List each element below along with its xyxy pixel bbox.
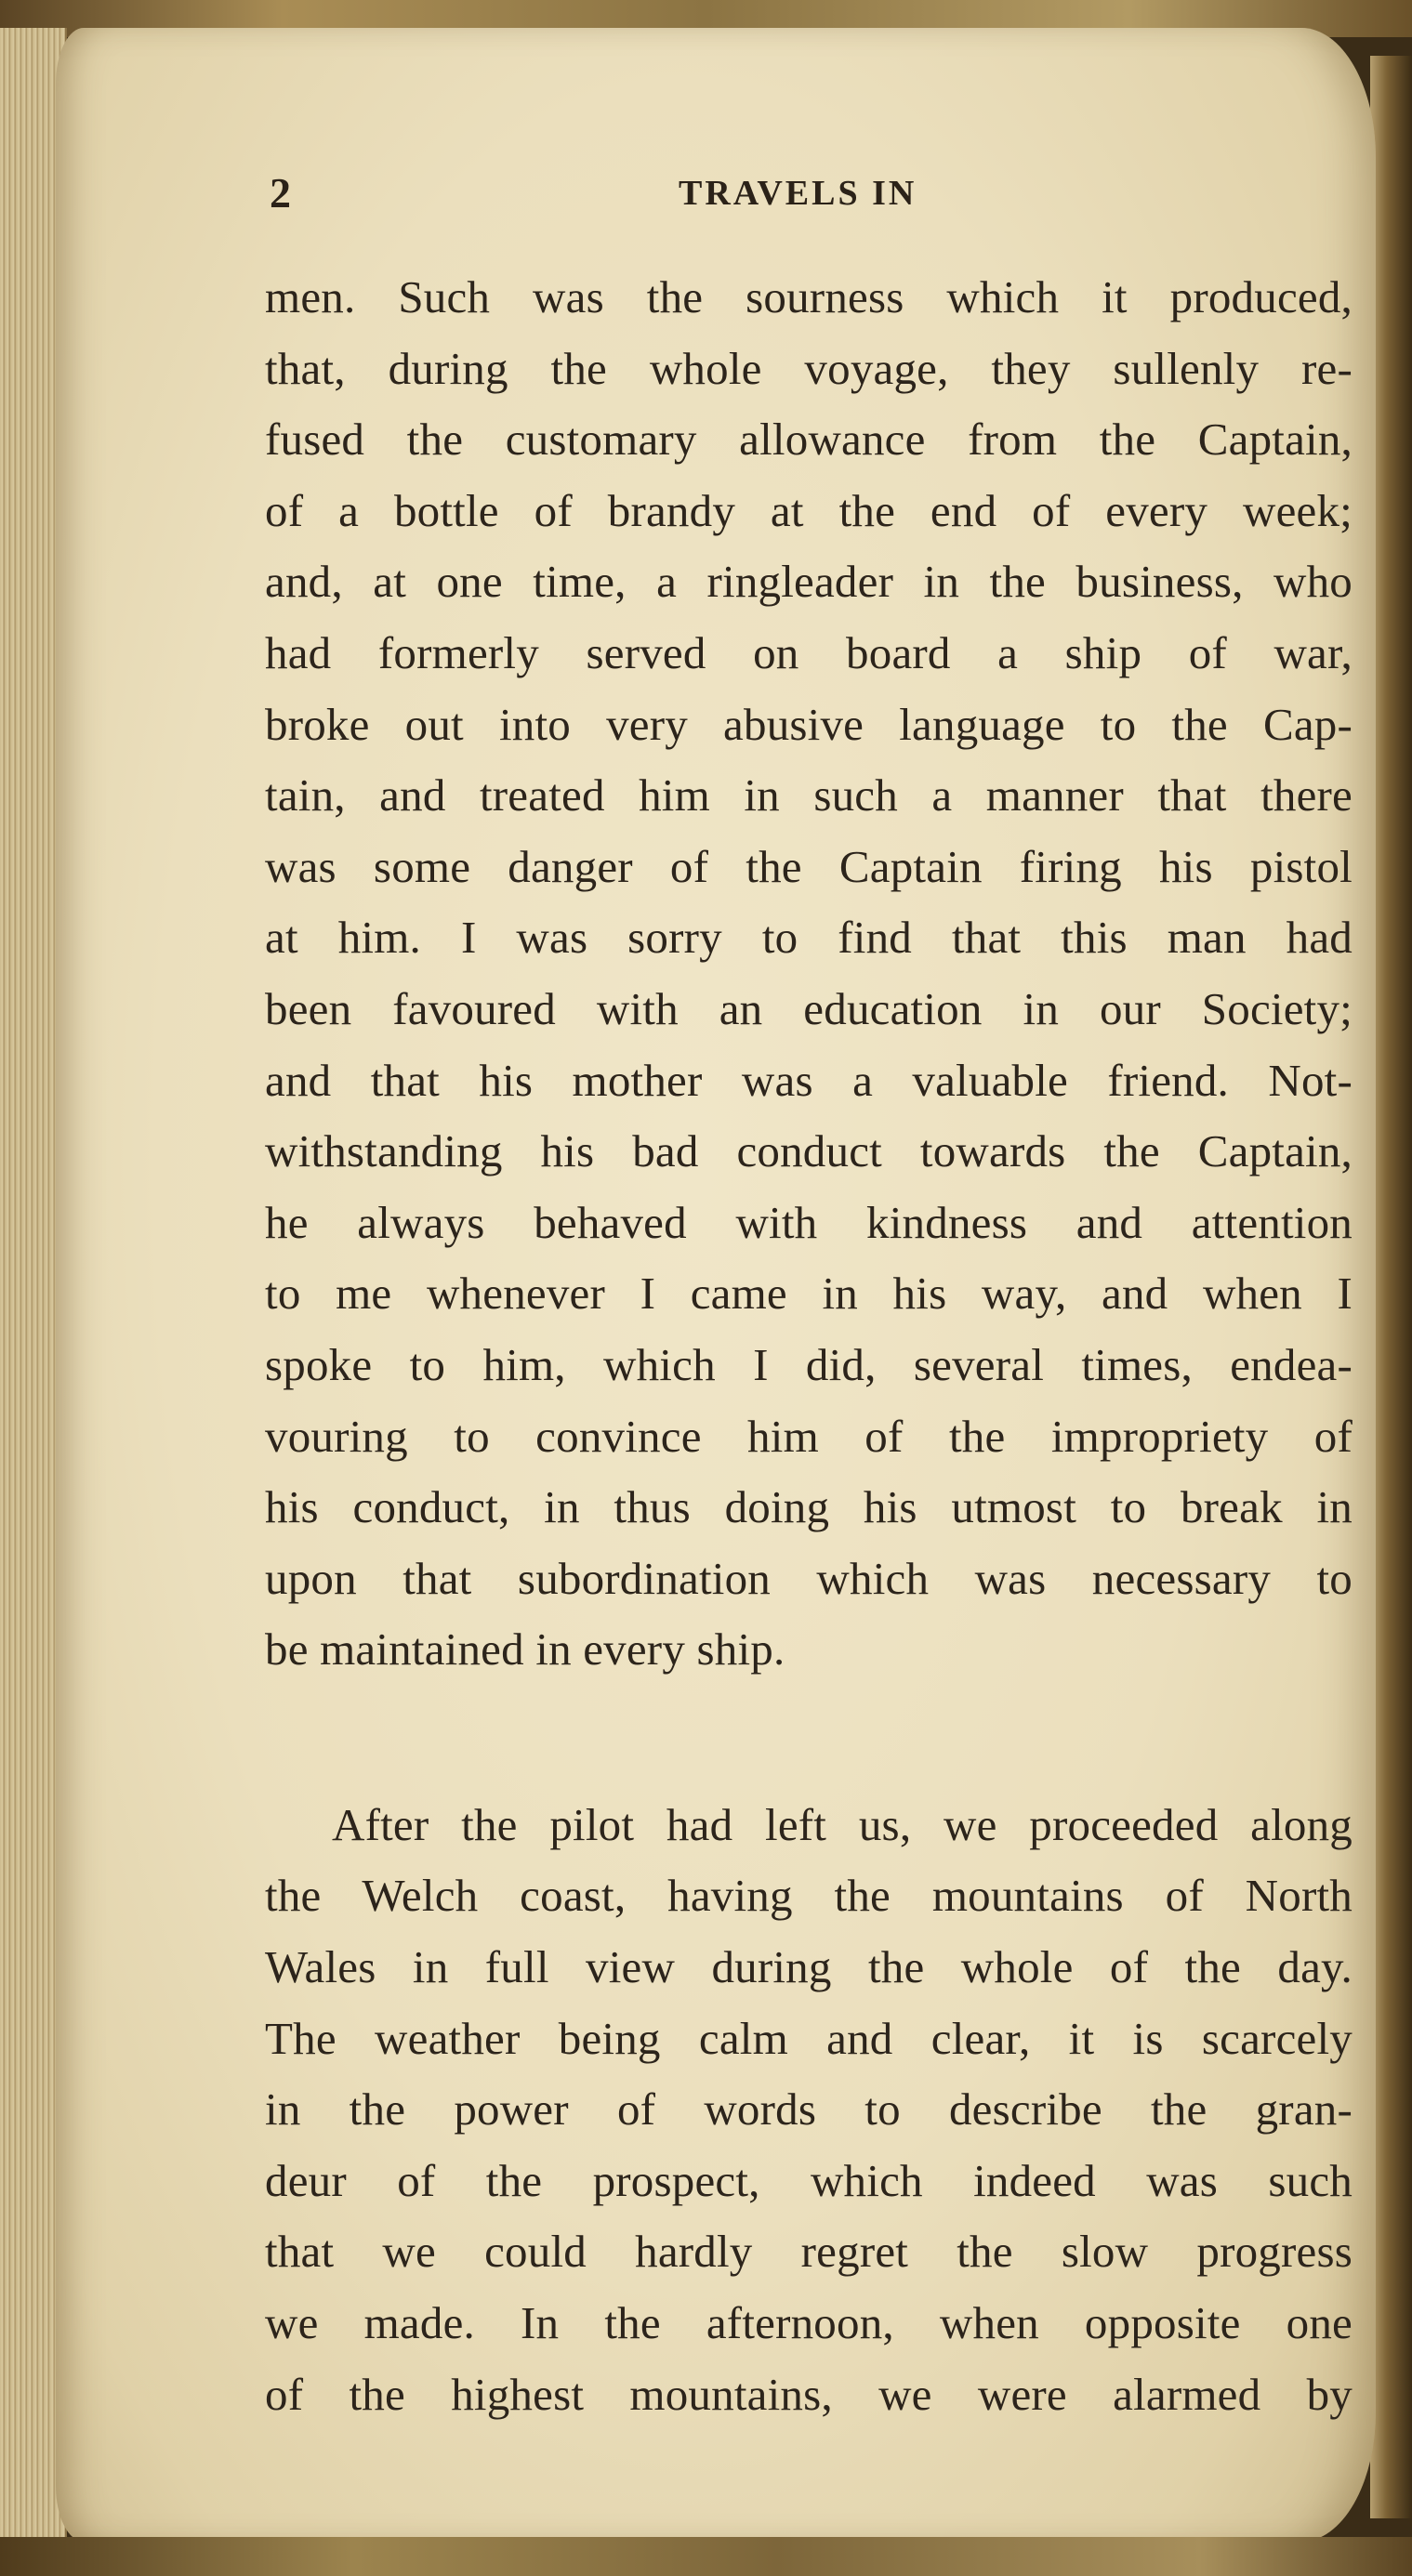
text-line: of a bottle of brandy at the end of every week;	[265, 484, 1353, 536]
text-line: and, at one time, a ringleader in the business, who	[265, 556, 1353, 608]
running-head	[0, 165, 1412, 221]
gilt-edge-bottom	[0, 2537, 1412, 2576]
text-line: the Welch coast, having the mountains of North	[265, 1870, 1353, 1922]
text-line: at him. I was sorry to find that this man had	[265, 912, 1353, 964]
binding-shadow-right	[1370, 56, 1412, 2518]
text-line: that, during the whole voyage, they sullenly re-	[265, 342, 1353, 394]
text-line: spoke to him, which I did, several times, endea-	[265, 1338, 1353, 1390]
text-line: deur of the prospect, which indeed was such	[265, 2154, 1353, 2206]
paragraph-2	[265, 1790, 1353, 2430]
text-line: that we could hardly regret the slow progress	[265, 2226, 1353, 2278]
text-line: withstanding his bad conduct towards the Captain,	[265, 1125, 1353, 1177]
text-line: Wales in full view during the whole of the day.	[265, 1941, 1353, 1993]
text-line: we made. In the afternoon, when opposite one	[265, 2297, 1353, 2349]
text-line: After the pilot had left us, we proceeded along	[332, 1798, 1353, 1850]
page-number: 2	[270, 169, 291, 217]
text-line: fused the customary allowance from the Captain,	[265, 414, 1353, 466]
text-line: had formerly served on board a ship of war,	[265, 626, 1353, 678]
text-line: been favoured with an education in our Society;	[265, 982, 1353, 1034]
text-line: was some danger of the Captain firing his pistol	[265, 840, 1353, 892]
text-line: and that his mother was a valuable friend. Not-	[265, 1054, 1353, 1106]
paragraph-break	[265, 1686, 1353, 1790]
text-line: tain, and treated him in such a manner that there	[265, 769, 1353, 821]
text-line: men. Such was the sourness which it produced,	[265, 271, 1353, 322]
text-line: he always behaved with kindness and attention	[265, 1196, 1353, 1248]
running-title: TRAVELS IN	[679, 174, 917, 213]
text-line: to me whenever I came in his way, and when I	[265, 1268, 1353, 1320]
body-text	[265, 262, 1353, 2430]
text-line: broke out into very abusive language to the Cap-	[265, 698, 1353, 750]
text-line: his conduct, in thus doing his utmost to break in	[265, 1481, 1353, 1533]
text-line: vouring to convince him of the impropriety of	[265, 1410, 1353, 1462]
text-line: be maintained in every ship.	[265, 1623, 785, 1676]
text-line: in the power of words to describe the gran-	[265, 2083, 1353, 2136]
text-line: of the highest mountains, we were alarmed by	[265, 2368, 1353, 2420]
paragraph-1	[265, 262, 1353, 1686]
text-line: The weather being calm and clear, it is scarcely	[265, 2012, 1353, 2064]
text-line: upon that subordination which was necessary to	[265, 1552, 1353, 1604]
